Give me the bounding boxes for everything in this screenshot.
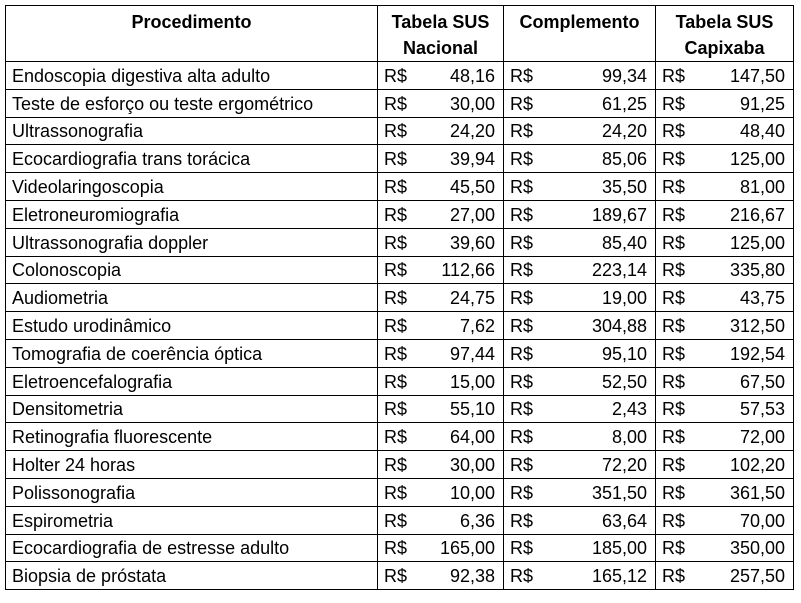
currency-symbol: R$ <box>384 93 408 114</box>
sus-capixaba-value-wrapper <box>662 176 785 198</box>
sus-capixaba-value: 350,00 <box>729 538 785 559</box>
table-row <box>6 145 794 173</box>
sus-capixaba-value-wrapper <box>662 482 785 504</box>
sus-nacional-cell <box>378 478 504 506</box>
complemento-value: 2,43 <box>611 399 647 420</box>
header-sus-nacional-line1: Tabela SUS <box>391 12 490 32</box>
complemento-cell <box>504 506 656 534</box>
sus-capixaba-value-wrapper <box>662 259 785 281</box>
sus-nacional-value: 7,62 <box>459 315 495 336</box>
complemento-cell <box>504 200 656 228</box>
currency-symbol: R$ <box>510 566 534 587</box>
table-row <box>6 89 794 117</box>
procedure-cell: Colonoscopia <box>6 256 378 284</box>
sus-capixaba-value-wrapper <box>662 287 785 309</box>
complemento-cell <box>504 534 656 562</box>
complemento-value-wrapper <box>510 565 647 587</box>
complemento-value-wrapper <box>510 454 647 476</box>
sus-capixaba-value: 102,20 <box>729 454 785 475</box>
currency-symbol: R$ <box>662 176 686 197</box>
sus-capixaba-value: 361,50 <box>729 482 785 503</box>
header-procedure <box>6 6 378 62</box>
sus-nacional-value: 92,38 <box>449 566 495 587</box>
complemento-value-wrapper <box>510 204 647 226</box>
sus-capixaba-value-wrapper <box>662 65 785 87</box>
currency-symbol: R$ <box>384 343 408 364</box>
currency-symbol: R$ <box>662 538 686 559</box>
sus-nacional-value-wrapper <box>384 454 495 476</box>
currency-symbol: R$ <box>662 65 686 86</box>
sus-nacional-cell <box>378 173 504 201</box>
currency-symbol: R$ <box>510 232 534 253</box>
header-complemento <box>504 6 656 62</box>
procedure-cell: Videolaringoscopia <box>6 173 378 201</box>
complemento-value: 165,12 <box>591 566 647 587</box>
sus-nacional-value-wrapper <box>384 315 495 337</box>
procedure-price-table <box>5 5 794 590</box>
currency-symbol: R$ <box>662 371 686 392</box>
procedure-cell: Espirometria <box>6 506 378 534</box>
sus-capixaba-value-wrapper <box>662 510 785 532</box>
complemento-value: 189,67 <box>591 204 647 225</box>
sus-capixaba-value: 67,50 <box>739 371 785 392</box>
sus-capixaba-value: 216,67 <box>729 204 785 225</box>
sus-capixaba-cell <box>656 451 794 479</box>
sus-capixaba-value: 81,00 <box>739 176 785 197</box>
currency-symbol: R$ <box>384 288 408 309</box>
currency-symbol: R$ <box>510 399 534 420</box>
sus-nacional-value-wrapper <box>384 287 495 309</box>
sus-nacional-value-wrapper <box>384 426 495 448</box>
header-complemento-label: Complemento <box>519 12 640 32</box>
complemento-cell <box>504 451 656 479</box>
sus-capixaba-value: 125,00 <box>729 232 785 253</box>
sus-capixaba-cell <box>656 173 794 201</box>
sus-capixaba-cell <box>656 256 794 284</box>
sus-capixaba-value-wrapper <box>662 120 785 142</box>
table-row <box>6 117 794 145</box>
currency-symbol: R$ <box>510 538 534 559</box>
sus-nacional-cell <box>378 284 504 312</box>
sus-capixaba-value: 257,50 <box>729 566 785 587</box>
complemento-value: 63,64 <box>601 510 647 531</box>
complemento-value: 85,40 <box>601 232 647 253</box>
sus-nacional-cell <box>378 367 504 395</box>
sus-capixaba-value-wrapper <box>662 148 785 170</box>
currency-symbol: R$ <box>510 204 534 225</box>
sus-nacional-cell <box>378 89 504 117</box>
sus-capixaba-value-wrapper <box>662 204 785 226</box>
currency-symbol: R$ <box>384 65 408 86</box>
complemento-cell <box>504 395 656 423</box>
complemento-cell <box>504 423 656 451</box>
complemento-value-wrapper <box>510 482 647 504</box>
complemento-value: 35,50 <box>601 176 647 197</box>
sus-capixaba-value-wrapper <box>662 93 785 115</box>
complemento-value-wrapper <box>510 426 647 448</box>
procedure-cell: Ultrassonografia <box>6 117 378 145</box>
procedure-cell: Tomografia de coerência óptica <box>6 339 378 367</box>
complemento-value-wrapper <box>510 343 647 365</box>
currency-symbol: R$ <box>510 454 534 475</box>
procedure-cell: Ultrassonografia doppler <box>6 228 378 256</box>
currency-symbol: R$ <box>662 454 686 475</box>
sus-capixaba-value-wrapper <box>662 454 785 476</box>
price-table-container <box>5 5 794 590</box>
currency-symbol: R$ <box>510 482 534 503</box>
sus-nacional-value-wrapper <box>384 120 495 142</box>
table-header <box>6 6 794 62</box>
complemento-value: 72,20 <box>601 454 647 475</box>
procedure-cell: Polissonografia <box>6 478 378 506</box>
sus-nacional-cell <box>378 423 504 451</box>
complemento-value: 24,20 <box>601 121 647 142</box>
sus-capixaba-value: 312,50 <box>729 315 785 336</box>
sus-capixaba-cell <box>656 367 794 395</box>
sus-nacional-cell <box>378 562 504 590</box>
sus-capixaba-cell <box>656 395 794 423</box>
sus-nacional-value: 55,10 <box>449 399 495 420</box>
complemento-value-wrapper <box>510 371 647 393</box>
currency-symbol: R$ <box>384 260 408 281</box>
sus-capixaba-cell <box>656 534 794 562</box>
sus-nacional-value-wrapper <box>384 398 495 420</box>
table-row <box>6 395 794 423</box>
sus-capixaba-cell <box>656 312 794 340</box>
sus-capixaba-cell <box>656 562 794 590</box>
currency-symbol: R$ <box>662 149 686 170</box>
sus-nacional-value: 64,00 <box>449 427 495 448</box>
sus-nacional-cell <box>378 451 504 479</box>
sus-capixaba-value: 72,00 <box>739 427 785 448</box>
currency-symbol: R$ <box>384 371 408 392</box>
complemento-value: 85,06 <box>601 149 647 170</box>
sus-nacional-value-wrapper <box>384 343 495 365</box>
procedure-cell: Ecocardiografia de estresse adulto <box>6 534 378 562</box>
procedure-cell: Ecocardiografia trans torácica <box>6 145 378 173</box>
sus-capixaba-value: 147,50 <box>729 65 785 86</box>
sus-capixaba-cell <box>656 145 794 173</box>
table-row <box>6 367 794 395</box>
complemento-value: 304,88 <box>591 315 647 336</box>
sus-capixaba-cell <box>656 117 794 145</box>
complemento-cell <box>504 478 656 506</box>
currency-symbol: R$ <box>510 288 534 309</box>
procedure-cell: Biopsia de próstata <box>6 562 378 590</box>
sus-nacional-value: 24,20 <box>449 121 495 142</box>
sus-capixaba-cell <box>656 228 794 256</box>
sus-capixaba-cell <box>656 89 794 117</box>
complemento-value: 8,00 <box>611 427 647 448</box>
currency-symbol: R$ <box>662 510 686 531</box>
complemento-value-wrapper <box>510 510 647 532</box>
currency-symbol: R$ <box>510 260 534 281</box>
sus-capixaba-value-wrapper <box>662 537 785 559</box>
header-row <box>6 6 794 62</box>
currency-symbol: R$ <box>662 121 686 142</box>
complemento-cell <box>504 562 656 590</box>
sus-nacional-cell <box>378 339 504 367</box>
complemento-value: 99,34 <box>601 65 647 86</box>
complemento-value: 223,14 <box>591 260 647 281</box>
sus-nacional-value: 6,36 <box>459 510 495 531</box>
complemento-value-wrapper <box>510 537 647 559</box>
complemento-cell <box>504 145 656 173</box>
sus-capixaba-value: 192,54 <box>729 343 785 364</box>
sus-nacional-value: 30,00 <box>449 454 495 475</box>
procedure-cell: Eletroencefalografia <box>6 367 378 395</box>
sus-nacional-value-wrapper <box>384 482 495 504</box>
sus-nacional-value-wrapper <box>384 510 495 532</box>
sus-nacional-value-wrapper <box>384 204 495 226</box>
complemento-value-wrapper <box>510 120 647 142</box>
complemento-cell <box>504 339 656 367</box>
currency-symbol: R$ <box>384 121 408 142</box>
complemento-cell <box>504 256 656 284</box>
complemento-cell <box>504 284 656 312</box>
currency-symbol: R$ <box>384 427 408 448</box>
currency-symbol: R$ <box>662 232 686 253</box>
sus-capixaba-value-wrapper <box>662 343 785 365</box>
sus-nacional-value-wrapper <box>384 565 495 587</box>
table-body <box>6 62 794 590</box>
sus-nacional-value-wrapper <box>384 259 495 281</box>
sus-nacional-cell <box>378 200 504 228</box>
table-row <box>6 478 794 506</box>
procedure-cell: Densitometria <box>6 395 378 423</box>
table-row <box>6 200 794 228</box>
sus-nacional-value: 39,94 <box>449 149 495 170</box>
complemento-cell <box>504 117 656 145</box>
currency-symbol: R$ <box>662 260 686 281</box>
sus-nacional-value-wrapper <box>384 93 495 115</box>
sus-nacional-cell <box>378 256 504 284</box>
sus-capixaba-cell <box>656 284 794 312</box>
sus-capixaba-value: 57,53 <box>739 399 785 420</box>
currency-symbol: R$ <box>662 482 686 503</box>
currency-symbol: R$ <box>510 371 534 392</box>
sus-nacional-value: 112,66 <box>441 260 495 281</box>
sus-capixaba-value-wrapper <box>662 371 785 393</box>
currency-symbol: R$ <box>384 510 408 531</box>
currency-symbol: R$ <box>384 538 408 559</box>
complemento-cell <box>504 312 656 340</box>
currency-symbol: R$ <box>662 204 686 225</box>
currency-symbol: R$ <box>384 204 408 225</box>
table-row <box>6 312 794 340</box>
sus-nacional-cell <box>378 534 504 562</box>
sus-capixaba-cell <box>656 339 794 367</box>
table-row <box>6 228 794 256</box>
sus-capixaba-value-wrapper <box>662 315 785 337</box>
currency-symbol: R$ <box>662 566 686 587</box>
header-sus-capixaba-line1: Tabela SUS <box>675 12 774 32</box>
sus-nacional-value: 165,00 <box>439 538 495 559</box>
complemento-cell <box>504 62 656 90</box>
table-row <box>6 256 794 284</box>
complemento-value: 52,50 <box>601 371 647 392</box>
complemento-value: 351,50 <box>591 482 647 503</box>
complemento-cell <box>504 89 656 117</box>
procedure-cell: Holter 24 horas <box>6 451 378 479</box>
sus-nacional-value-wrapper <box>384 148 495 170</box>
header-procedure-label: Procedimento <box>131 12 252 32</box>
complemento-value: 185,00 <box>591 538 647 559</box>
header-sus-capixaba-line2: Capixaba <box>684 38 765 58</box>
currency-symbol: R$ <box>662 315 686 336</box>
sus-capixaba-value-wrapper <box>662 426 785 448</box>
currency-symbol: R$ <box>384 482 408 503</box>
currency-symbol: R$ <box>510 121 534 142</box>
procedure-cell: Estudo urodinâmico <box>6 312 378 340</box>
sus-nacional-cell <box>378 228 504 256</box>
currency-symbol: R$ <box>510 427 534 448</box>
currency-symbol: R$ <box>510 315 534 336</box>
currency-symbol: R$ <box>510 93 534 114</box>
header-sus-nacional-line2: Nacional <box>402 38 479 58</box>
complemento-value-wrapper <box>510 65 647 87</box>
sus-nacional-value: 39,60 <box>449 232 495 253</box>
table-row <box>6 62 794 90</box>
sus-nacional-cell <box>378 395 504 423</box>
currency-symbol: R$ <box>662 399 686 420</box>
complemento-value-wrapper <box>510 232 647 254</box>
complemento-value-wrapper <box>510 176 647 198</box>
currency-symbol: R$ <box>510 510 534 531</box>
table-row <box>6 534 794 562</box>
complemento-value-wrapper <box>510 259 647 281</box>
currency-symbol: R$ <box>510 149 534 170</box>
complemento-cell <box>504 367 656 395</box>
complemento-value-wrapper <box>510 398 647 420</box>
currency-symbol: R$ <box>662 427 686 448</box>
table-row <box>6 173 794 201</box>
complemento-value: 61,25 <box>601 93 647 114</box>
sus-capixaba-cell <box>656 62 794 90</box>
currency-symbol: R$ <box>662 288 686 309</box>
table-row <box>6 284 794 312</box>
header-sus-capixaba <box>656 6 794 62</box>
sus-nacional-value: 10,00 <box>449 482 495 503</box>
complemento-cell <box>504 228 656 256</box>
currency-symbol: R$ <box>662 93 686 114</box>
sus-capixaba-cell <box>656 423 794 451</box>
sus-nacional-value: 30,00 <box>449 93 495 114</box>
sus-nacional-cell <box>378 312 504 340</box>
procedure-cell: Eletroneuromiografia <box>6 200 378 228</box>
sus-capixaba-cell <box>656 478 794 506</box>
complemento-value-wrapper <box>510 315 647 337</box>
procedure-cell: Teste de esforço ou teste ergométrico <box>6 89 378 117</box>
sus-nacional-value: 27,00 <box>449 204 495 225</box>
table-row <box>6 562 794 590</box>
sus-capixaba-cell <box>656 200 794 228</box>
sus-capixaba-value-wrapper <box>662 565 785 587</box>
table-row <box>6 423 794 451</box>
sus-nacional-value: 45,50 <box>449 176 495 197</box>
complemento-value: 19,00 <box>601 288 647 309</box>
sus-capixaba-value: 125,00 <box>729 149 785 170</box>
sus-capixaba-value: 43,75 <box>739 288 785 309</box>
sus-nacional-value: 97,44 <box>449 343 495 364</box>
sus-nacional-value-wrapper <box>384 371 495 393</box>
currency-symbol: R$ <box>510 343 534 364</box>
currency-symbol: R$ <box>384 315 408 336</box>
sus-nacional-cell <box>378 62 504 90</box>
table-row <box>6 339 794 367</box>
complemento-cell <box>504 173 656 201</box>
sus-capixaba-cell <box>656 506 794 534</box>
currency-symbol: R$ <box>384 149 408 170</box>
procedure-cell: Endoscopia digestiva alta adulto <box>6 62 378 90</box>
sus-nacional-cell <box>378 117 504 145</box>
complemento-value: 95,10 <box>601 343 647 364</box>
procedure-cell: Retinografia fluorescente <box>6 423 378 451</box>
sus-nacional-value: 48,16 <box>449 65 495 86</box>
sus-nacional-value: 24,75 <box>449 288 495 309</box>
sus-nacional-value-wrapper <box>384 176 495 198</box>
currency-symbol: R$ <box>384 399 408 420</box>
sus-nacional-value-wrapper <box>384 537 495 559</box>
currency-symbol: R$ <box>510 65 534 86</box>
currency-symbol: R$ <box>384 454 408 475</box>
complemento-value-wrapper <box>510 148 647 170</box>
sus-capixaba-value: 48,40 <box>739 121 785 142</box>
sus-nacional-cell <box>378 506 504 534</box>
sus-nacional-value-wrapper <box>384 232 495 254</box>
procedure-cell: Audiometria <box>6 284 378 312</box>
header-sus-nacional <box>378 6 504 62</box>
sus-capixaba-value: 91,25 <box>739 93 785 114</box>
sus-capixaba-value-wrapper <box>662 232 785 254</box>
currency-symbol: R$ <box>384 232 408 253</box>
currency-symbol: R$ <box>662 343 686 364</box>
table-row <box>6 506 794 534</box>
currency-symbol: R$ <box>510 176 534 197</box>
sus-capixaba-value: 70,00 <box>739 510 785 531</box>
complemento-value-wrapper <box>510 93 647 115</box>
sus-capixaba-value: 335,80 <box>729 260 785 281</box>
currency-symbol: R$ <box>384 566 408 587</box>
sus-capixaba-value-wrapper <box>662 398 785 420</box>
sus-nacional-cell <box>378 145 504 173</box>
complemento-value-wrapper <box>510 287 647 309</box>
table-row <box>6 451 794 479</box>
currency-symbol: R$ <box>384 176 408 197</box>
sus-nacional-value-wrapper <box>384 65 495 87</box>
sus-nacional-value: 15,00 <box>449 371 495 392</box>
